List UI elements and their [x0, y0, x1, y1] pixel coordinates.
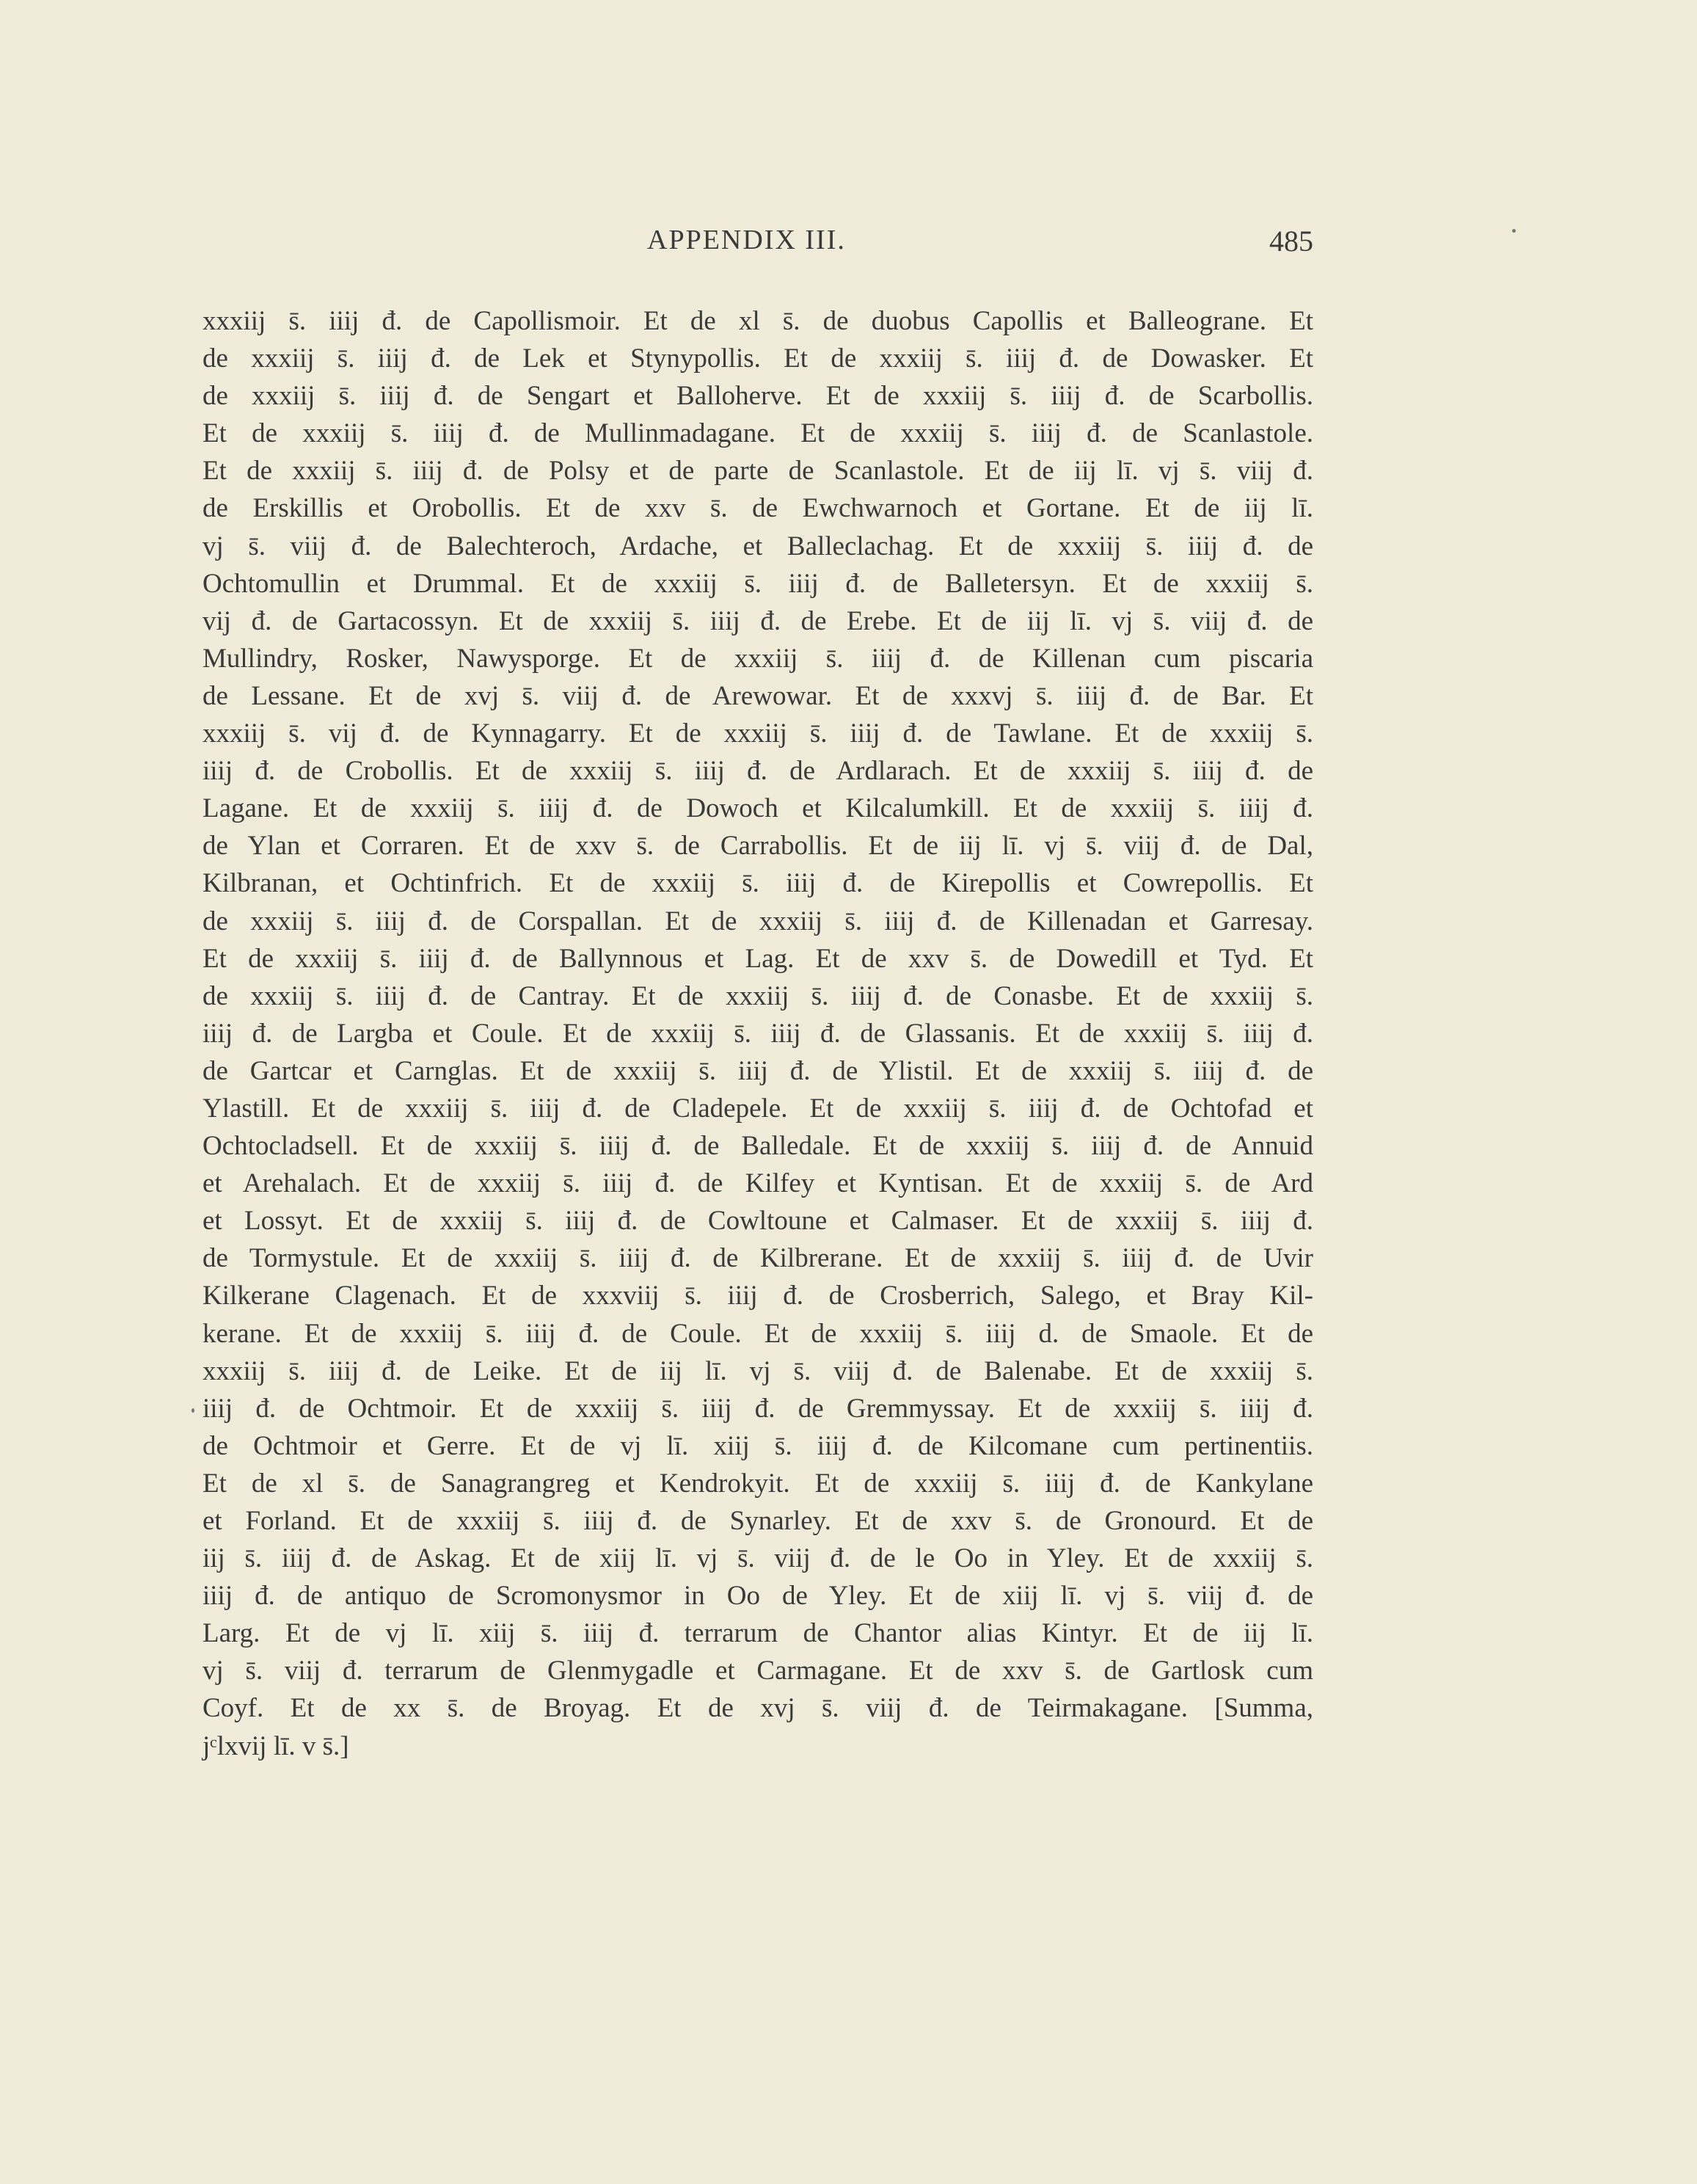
- text-line: Ochtocladsell. Et de xxxiij s̄. iiij đ. de Balledale. Et de xxxiij s̄. iiij đ. de Annuid: [202, 1131, 1313, 1162]
- body-text: [202, 302, 1313, 1765]
- text-line: Et de xxxiij s̄. iiij đ. de Polsy et de parte de Scanlastole. Et de iij lī. vj s̄. viij đ.: [202, 456, 1313, 487]
- text-line: de xxxiij s̄. iiij đ. de Cantray. Et de xxxiij s̄. iiij đ. de Conasbe. Et de xxxiij s̄.: [202, 980, 1313, 1011]
- text-line: Et de xxxiij s̄. iiij đ. de Mullinmadagane. Et de xxxiij s̄. iiij đ. de Scanlastole.: [202, 418, 1313, 449]
- text-line: de xxxiij s̄. iiij đ. de Corspallan. Et de xxxiij s̄. iiij đ. de Killenadan et Garresay.: [202, 906, 1313, 936]
- text-line: iiij đ. de Ochtmoir. Et de xxxiij s̄. iiij đ. de Gremmyssay. Et de xxxiij s̄. iiij đ.: [202, 1393, 1313, 1424]
- page-header: [202, 224, 1313, 265]
- text-line: et Lossyt. Et de xxxiij s̄. iiij đ. de Cowltoune et Calmaser. Et de xxxiij s̄. iiij đ.: [202, 1206, 1313, 1237]
- text-line: de Lessane. Et de xvj s̄. viij đ. de Arewowar. Et de xxxvj s̄. iiij đ. de Bar. Et: [202, 680, 1313, 711]
- text-line: et Arehalach. Et de xxxiij s̄. iiij đ. de Kilfey et Kyntisan. Et de xxxiij s̄. de Ard: [202, 1168, 1313, 1199]
- text-line: Mullindry, Rosker, Nawysporge. Et de xxxiij s̄. iiij đ. de Killenan cum piscaria: [202, 643, 1313, 674]
- paper-speck: [1512, 229, 1516, 233]
- text-line: iiij đ. de antiquo de Scromonysmor in Oo de Yley. Et de xiij lī. vj s̄. viij đ. de: [202, 1581, 1313, 1612]
- text-line: de Gartcar et Carnglas. Et de xxxiij s̄. iiij đ. de Ylistil. Et de xxxiij s̄. iiij đ. de: [202, 1055, 1313, 1086]
- text-line: et Forland. Et de xxxiij s̄. iiij đ. de Synarley. Et de xxv s̄. de Gronourd. Et de: [202, 1506, 1313, 1536]
- text-line: de Erskillis et Orobollis. Et de xxv s̄. de Ewchwarnoch et Gortane. Et de iij lī.: [202, 493, 1313, 524]
- text-line: Kilkerane Clagenach. Et de xxxviij s̄. iiij đ. de Crosberrich, Salego, et Bray Kil-: [202, 1281, 1313, 1311]
- text-line: Ochtomullin et Drummal. Et de xxxiij s̄. iiij đ. de Balletersyn. Et de xxxiij s̄.: [202, 568, 1313, 599]
- text-line: iiij đ. de Largba et Coule. Et de xxxiij s̄. iiij đ. de Glassanis. Et de xxxiij s̄. iiij đ.: [202, 1018, 1313, 1049]
- text-line: de xxxiij s̄. iiij đ. de Lek et Stynypollis. Et de xxxiij s̄. iiij đ. de Dowasker. Et: [202, 343, 1313, 374]
- text-line-final: jᶜlxvij lī. v s̄.]: [202, 1730, 349, 1761]
- text-line: iiij đ. de Crobollis. Et de xxxiij s̄. iiij đ. de Ardlarach. Et de xxxiij s̄. iiij đ. de: [202, 756, 1313, 787]
- paper-speck: [191, 1408, 194, 1413]
- running-head: APPENDIX III.: [647, 225, 846, 255]
- text-line: de Ochtmoir et Gerre. Et de vj lī. xiij s̄. iiij đ. de Kilcomane cum pertinentiis.: [202, 1430, 1313, 1461]
- text-line: Kilbranan, et Ochtinfrich. Et de xxxiij s̄. iiij đ. de Kirepollis et Cowrepollis. Et: [202, 868, 1313, 899]
- text-line: vj s̄. viij đ. terrarum de Glenmygadle et Carmagane. Et de xxv s̄. de Gartlosk cum: [202, 1656, 1313, 1686]
- page-number: 485: [1269, 225, 1313, 258]
- text-line: de xxxiij s̄. iiij đ. de Sengart et Balloherve. Et de xxxiij s̄. iiij đ. de Scarbollis.: [202, 381, 1313, 412]
- text-line: xxxiij s̄. iiij đ. de Leike. Et de iij lī. vj s̄. viij đ. de Balenabe. Et de xxxiij s̄.: [202, 1355, 1313, 1386]
- text-line: kerane. Et de xxxiij s̄. iiij đ. de Coule. Et de xxxiij s̄. iiij d. de Smaole. Et de: [202, 1318, 1313, 1349]
- text-line: Et de xl s̄. de Sanagrangreg et Kendrokyit. Et de xxxiij s̄. iiij đ. de Kankylane: [202, 1468, 1313, 1499]
- text-line: iij s̄. iiij đ. de Askag. Et de xiij lī. vj s̄. viij đ. de le Oo in Yley. Et de xxxiij s̄.: [202, 1543, 1313, 1574]
- text-line: xxxiij s̄. iiij đ. de Capollismoir. Et de xl s̄. de duobus Capollis et Balleograne. Et: [202, 306, 1313, 336]
- text-line: Lagane. Et de xxxiij s̄. iiij đ. de Dowoch et Kilcalumkill. Et de xxxiij s̄. iiij đ.: [202, 793, 1313, 824]
- text-line: Larg. Et de vj lī. xiij s̄. iiij đ. terrarum de Chantor alias Kintyr. Et de iij lī.: [202, 1618, 1313, 1649]
- text-line: vj s̄. viij đ. de Balechteroch, Ardache, et Balleclachag. Et de xxxiij s̄. iiij đ. de: [202, 531, 1313, 561]
- text-line: xxxiij s̄. vij đ. de Kynnagarry. Et de xxxiij s̄. iiij đ. de Tawlane. Et de xxxiij s̄.: [202, 718, 1313, 749]
- text-line: Et de xxxiij s̄. iiij đ. de Ballynnous et Lag. Et de xxv s̄. de Dowedill et Tyd. Et: [202, 943, 1313, 974]
- text-line: vij đ. de Gartacossyn. Et de xxxiij s̄. iiij đ. de Erebe. Et de iij lī. vj s̄. viij đ. de: [202, 605, 1313, 636]
- text-line: de Ylan et Corraren. Et de xxv s̄. de Carrabollis. Et de iij lī. vj s̄. viij đ. de Dal,: [202, 831, 1313, 862]
- text-line: Coyf. Et de xx s̄. de Broyag. Et de xvj s̄. viij đ. de Teirmakagane. [Summa,: [202, 1693, 1313, 1724]
- text-line: Ylastill. Et de xxxiij s̄. iiij đ. de Cladepele. Et de xxxiij s̄. iiij đ. de Ochtofad et: [202, 1093, 1313, 1124]
- text-line: de Tormystule. Et de xxxiij s̄. iiij đ. de Kilbrerane. Et de xxxiij s̄. iiij đ. de Uvir: [202, 1243, 1313, 1274]
